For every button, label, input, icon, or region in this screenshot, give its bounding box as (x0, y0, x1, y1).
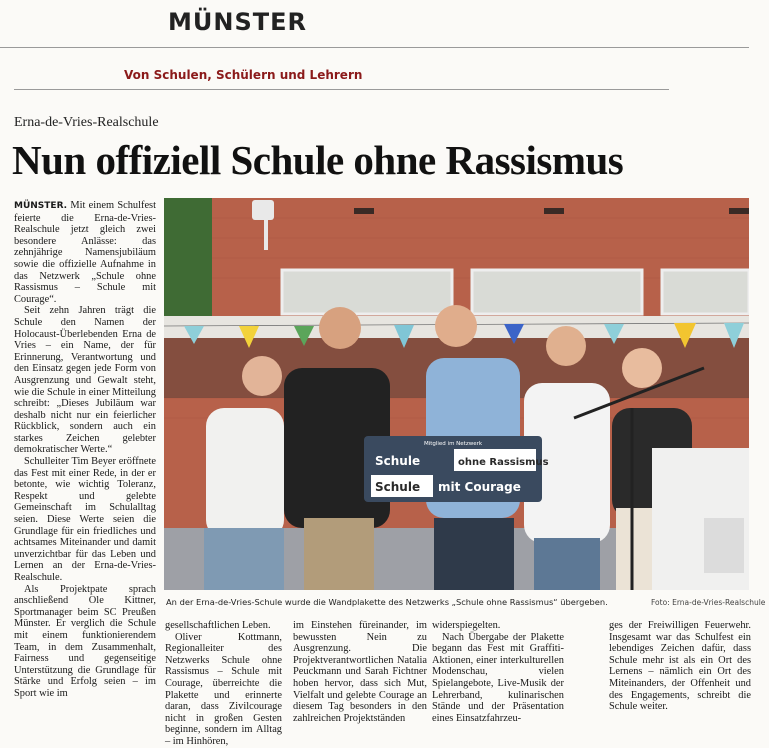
article-column-3 (293, 620, 427, 724)
paragraph: ges der Freiwilligen Feuerwehr. Insgesamt war das Schulfest ein lebendiges Zeichen dafür, dass Schule mehr ist als ein Ort des Lernens – nämlich ein Ort des Miteinanders, der Offenheit und des Engagements, schreibt die Schule weiter. (609, 620, 751, 713)
paragraph: Seit zehn Jahren trägt die Schule den Namen der Holocaust-Überlebenden Erna de Vries – ein Name, der für Erinnerung, Verantwortung und den Einsatz gegen jede Form von Ausgrenzung und Gewalt steht, wie die Schule in einer Mitteilung schreibt: „Dieses Jubiläum war deshalb nicht nur ein feierlicher Rückblick, sondern auch ein starkes Zeichen gelebter demokratischer Werte.“ (14, 305, 156, 456)
paragraph: Oliver Kottmann, Regionalleiter des Netzwerks Schule ohne Rassismus – Schule mit Courage, überreichte die Plakette und erinnerte daran, dass Zivilcourage nicht in großen Gesten beginne, sondern im Alltag – im Hinhören, (165, 631, 282, 747)
article-column-5 (609, 620, 751, 713)
dateline: MÜNSTER. (14, 201, 68, 211)
article-kicker: Erna-de-Vries-Realschule (14, 115, 159, 130)
paragraph: Als Projektpate sprach anschließend Ole Kittner, Sportmanager beim SC Preußen Münster. Er verglich die Schule mit einem funktionierendem Team, in dem Zusammenhalt, Fairness und gegenseitige Unterstützung die Grundlage für Stärke und Erfolg seien – im Sport wie im (14, 583, 156, 699)
article-photo (164, 198, 749, 590)
paragraph: Nach Übergabe der Plakette begann das Fest mit Graffiti-Aktionen, einer interkulturellen Modenschau, vielen Spielangebote, Live-Musik der Lehrerband, kulinarischen Stände und der Präsentation eines Einsatzfahrzeu- (432, 631, 564, 724)
photo-illustration (164, 198, 749, 590)
page-header-city: MÜNSTER (168, 8, 307, 36)
photo-credit: Foto: Erna-de-Vries-Realschule (651, 598, 766, 607)
article-headline: Nun offiziell Schule ohne Rassismus (12, 137, 624, 183)
plaque-line2-left: Schule (375, 480, 421, 494)
article-column-4 (432, 620, 564, 724)
section-title: Von Schulen, Schülern und Lehrern (124, 68, 363, 82)
plaque-line2-right: mit Courage (438, 480, 521, 494)
article-column-1 (14, 200, 156, 700)
plaque-line1-right: ohne Rassismus (458, 457, 549, 468)
header-rule (0, 47, 749, 48)
article-column-2 (165, 620, 282, 748)
section-rule (14, 89, 669, 90)
paragraph: im Einstehen füreinander, im bewussten Nein zu Ausgrenzung. Die Projektverantwortlichen Natalia Peuckmann und Sarah Fichtner hoben hervor, dass sich Mut, Vielfalt und gelebte Courage an diesem Tag besonders in den zahlreichen Projektständen (293, 620, 427, 724)
paragraph: gesellschaftlichen Leben. (165, 620, 271, 631)
paragraph: widerspiegelten. (432, 620, 501, 631)
plaque-line1-left: Schule (375, 454, 421, 468)
photo-caption: An der Erna-de-Vries-Schule wurde die Wandplakette des Netzwerks „Schule ohne Rassismus“ übergeben. (166, 597, 608, 607)
paragraph: Schulleiter Tim Beyer eröffnete das Fest mit einer Rede, in der er betonte, wie wichtig Toleranz, Respekt und gelebte Gemeinschaft im Schulalltag seien. Diese Werte seien die Grundlage für ein friedliches und achtsames Miteinander und damit unverzichtbar für das Leben und Lernen an der Erna-de-Vries-Realschule. (14, 456, 156, 583)
plaque-top-text: Mitglied im Netzwerk (423, 441, 483, 447)
paragraph: Mit einem Schulfest feierte die Erna-de-Vries-Realschule jetzt gleich zwei besondere Anlässe: das zehnjährige Namensjubiläum sowie die offizielle Aufnahme in das Netzwerk „Schule ohne Rassismus – Schule mit Courage“. (14, 200, 156, 305)
